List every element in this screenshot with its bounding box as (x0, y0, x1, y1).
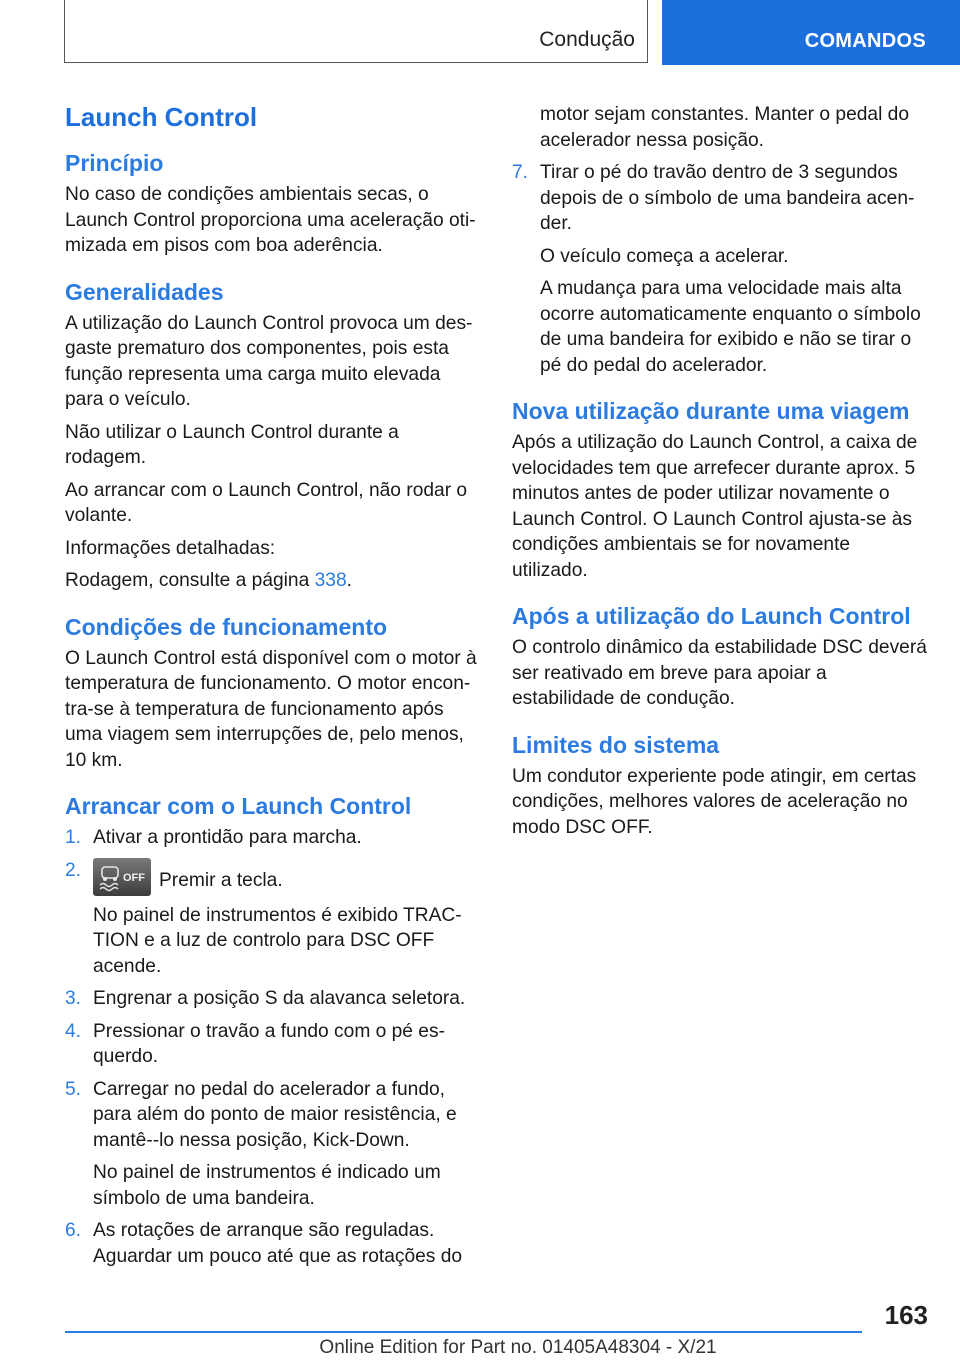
paragraph: Informações detalhadas: (65, 537, 276, 559)
section-tab[interactable] (64, 0, 648, 63)
page-link-338[interactable]: 338 (314, 570, 347, 591)
paragraph-reference: Rodagem, consulte a página 338. (65, 570, 352, 591)
paragraph: A utilização do Launch Control provoca um des-gaste prematuro dos componentes, pois esta função representa uma carga muito elevada para o veículo. (65, 312, 473, 410)
heading-generalidades: Generalidades (65, 278, 224, 305)
paragraph: No caso de condições ambientais secas, o Launch Control proporciona uma aceleração oti-mizada em pisos com boa aderência. (65, 184, 476, 256)
left-column (65, 100, 480, 1276)
footer-divider (65, 1331, 862, 1333)
svg-text:OFF: OFF (123, 871, 145, 884)
list-item: 5. Carregar no pedal do acelerador a fundo, para além do ponto de maior resistência, e mantê--lo nessa posição, Kick-Down. No painel de instrumentos é indicado um símbolo de uma bandeira. (65, 1078, 457, 1209)
heading-limites: Limites do sistema (512, 731, 720, 758)
dsc-off-button-icon (93, 858, 151, 896)
heading-apos-utilizacao: Após a utilização do Launch Control (512, 603, 911, 629)
list-item: 3. Engrenar a posição S da alavanca seletora. (65, 988, 466, 1009)
list-item: 1. Ativar a prontidão para marcha. (65, 827, 362, 848)
paragraph: Após a utilização do Launch Control, a caixa de velocidades tem que arrefecer durante aprox. 5 minutos antes de poder utilizar novamente o Launch Control. O Launch Control ajusta-se às condições ambientais se for novamente utilizado. (512, 432, 918, 581)
paragraph: Um condutor experiente pode atingir, em certas condições, melhores valores de aceleração no modo DSC OFF. (512, 765, 917, 838)
paragraph: O controlo dinâmico da estabilidade DSC deverá ser reativado em breve para apoiar a estabilidade de condução. (512, 637, 927, 709)
heading-nova-utilizacao: Nova utilização durante uma viagem (512, 398, 910, 424)
list-item: 4. Pressionar o travão a fundo com o pé es-querdo. (65, 1020, 445, 1067)
chapter-label: COMANDOS (804, 30, 926, 52)
right-column (512, 102, 927, 847)
chapter-tab[interactable] (662, 0, 960, 65)
heading-principio: Princípio (65, 150, 164, 176)
heading-arrancar: Arrancar com o Launch Control (65, 793, 412, 819)
list-item: 7. Tirar o pé do travão dentro de 3 segundos depois de o símbolo de uma bandeira acen-der. O veículo começa a acelerar. A mudança para uma velocidade mais alta ocorre automaticamente enquanto o símbolo de uma bandeira for exibido e não se tirar o pé do pedal do acelerador. (512, 162, 921, 376)
steps-list-continued (512, 160, 927, 378)
paragraph: O Launch Control está disponível com o motor à temperatura de funcionamento. O motor encon-tra-se à temperatura de funcionamento após uma viagem sem interrupções de, pelo menos, 10 km. (65, 647, 477, 771)
steps-list (65, 825, 480, 1269)
list-item: 2. OFF Premir a tecla. No painel de instrumentos é exibido TRAC-TION e a luz de controlo para DSC OFF acende. (65, 859, 462, 977)
paragraph: Ao arrancar com o Launch Control, não rodar o volante. (65, 479, 468, 526)
heading-condicoes: Condições de funcionamento (65, 613, 388, 640)
paragraph: Não utilizar o Launch Control durante a rodagem. (65, 421, 399, 468)
page-header (64, 0, 960, 65)
section-label: Condução (539, 28, 635, 51)
page-number: 163 (884, 1300, 928, 1330)
page-title: Launch Control (65, 102, 258, 132)
list-item: 6. As rotações de arranque são reguladas. Aguardar um pouco até que as rotações do (65, 1220, 463, 1267)
footer-edition: Online Edition for Part no. 01405A48304 - X/21 (319, 1337, 717, 1358)
paragraph-continued: motor sejam constantes. Manter o pedal do acelerador nessa posição. (540, 104, 910, 151)
